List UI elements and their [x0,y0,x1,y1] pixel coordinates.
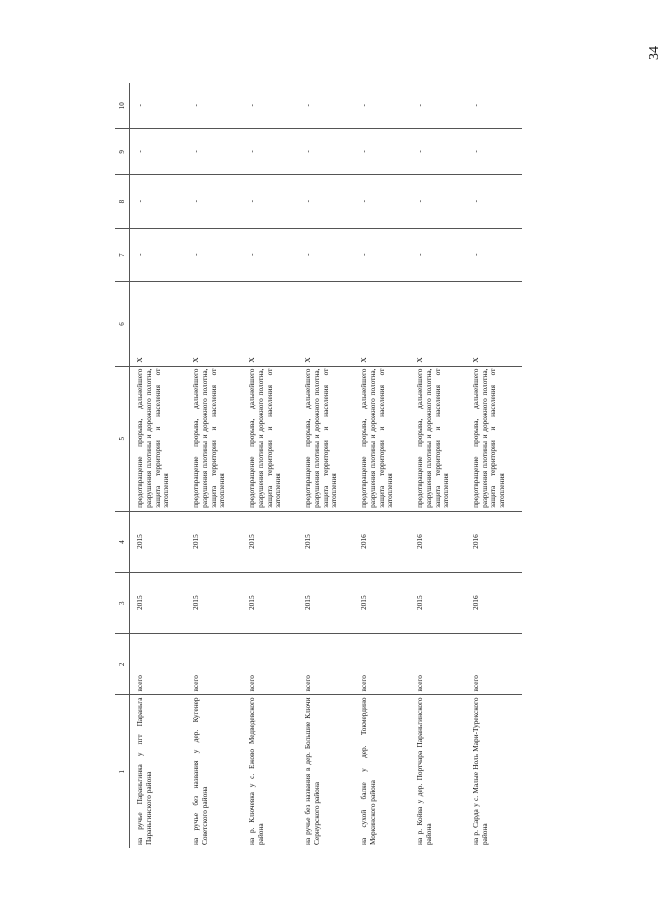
purpose: предотвращение прорыва, дальнейшего разрушения плотины и дорожного полотна, защита территории и населения от затопления [242,366,298,511]
object-location: на р. Койва у дер. Портчара Параньгинского района [415,697,433,845]
start-year: 2015 [130,573,187,634]
table-row [298,83,354,848]
purpose: предотвращение прорыва, дальнейшего разрушения плотины и дорожного полотна, защита территории и населения от затопления [410,366,466,511]
purpose: предотвращение прорыва, дальнейшего разрушения плотины и дорожного полотна, защита территории и населения от затопления [298,366,354,511]
funding-type: всего [298,634,354,695]
object-location: на р. Сарда у с. Малые Ноль Мари-Турекского района [470,697,489,845]
mark-cell: Х [242,282,298,366]
column-header: 10 [115,83,130,129]
rotated-table-container [115,83,522,848]
table-row [466,83,522,848]
mark-cell: Х [298,282,354,366]
value-cell: - [298,129,354,175]
page-number: 34 [647,46,662,60]
works-table [115,83,522,848]
column-header: 6 [115,282,130,366]
value-cell: - [242,83,298,129]
purpose: предотвращение прорыва, дальнейшего разрушения плотины и дорожного полотна, защита территории и населения от затопления [186,366,242,511]
value-cell: - [354,228,410,282]
end-year: 2016 [410,511,466,572]
value-cell: - [410,228,466,282]
purpose: предотвращение прорыва, дальнейшего разрушения плотины и дорожного полотна, защита территории и населения от затопления [130,366,187,511]
start-year: 2015 [354,573,410,634]
end-year: 2015 [130,511,187,572]
mark-cell: Х [130,282,187,366]
value-cell: - [410,175,466,229]
table-row [186,83,242,848]
value-cell: - [130,228,187,282]
column-header: 4 [115,511,130,572]
start-year: 2015 [186,573,242,634]
column-header: 1 [115,695,130,848]
value-cell: - [186,83,242,129]
start-year: 2016 [466,573,522,634]
value-cell: - [186,129,242,175]
funding-type: всего [410,634,466,695]
value-cell: - [130,175,187,229]
header-row [115,83,130,848]
value-cell: - [298,83,354,129]
end-year: 2015 [298,511,354,572]
value-cell: - [130,83,187,129]
value-cell: - [130,129,187,175]
object-location: на ручье Параньгинка у пгт Параньга Параньгинского района [135,697,153,845]
value-cell: - [298,175,354,229]
column-header: 8 [115,175,130,229]
object-location: на сухой балке у дер. Токмердино Моркинского района [359,697,377,845]
table-row [130,83,187,848]
value-cell: - [354,129,410,175]
mark-cell: Х [186,282,242,366]
table-row [354,83,410,848]
purpose: предотвращение прорыва, дальнейшего разрушения плотины и дорожного полотна, защита территории и населения от затопления [354,366,410,511]
value-cell: - [242,129,298,175]
column-header: 3 [115,573,130,634]
end-year: 2015 [242,511,298,572]
start-year: 2015 [242,573,298,634]
purpose: предотвращение прорыва, дальнейшего разрушения плотины и дорожного полотна, защита территории и населения от затопления [466,366,522,511]
mark-cell: Х [354,282,410,366]
column-header: 5 [115,366,130,511]
funding-type: всего [186,634,242,695]
mark-cell: Х [410,282,466,366]
object-location: на р. Ключевка у с. Ежово Медведевского района [247,697,265,845]
value-cell: - [410,83,466,129]
value-cell: - [354,83,410,129]
value-cell: - [410,129,466,175]
funding-type: всего [130,634,187,695]
value-cell: - [466,129,522,175]
object-location: на ручье без названия в дер. Большие Ключи Сернурского района [303,697,321,845]
table-row [242,83,298,848]
value-cell: - [242,175,298,229]
value-cell: - [466,175,522,229]
table-row [410,83,466,848]
value-cell: - [242,228,298,282]
value-cell: - [354,175,410,229]
end-year: 2016 [354,511,410,572]
funding-type: всего [242,634,298,695]
column-header: 9 [115,129,130,175]
value-cell: - [186,175,242,229]
value-cell: - [186,228,242,282]
start-year: 2015 [298,573,354,634]
column-header: 2 [115,634,130,695]
end-year: 2016 [466,511,522,572]
column-header: 7 [115,228,130,282]
end-year: 2015 [186,511,242,572]
funding-type: всего [466,634,522,695]
object-location: на ручье без названия у дер. Кугенер Советского района [191,697,209,845]
start-year: 2015 [410,573,466,634]
value-cell: - [298,228,354,282]
mark-cell: Х [466,282,522,366]
value-cell: - [466,228,522,282]
funding-type: всего [354,634,410,695]
value-cell: - [466,83,522,129]
